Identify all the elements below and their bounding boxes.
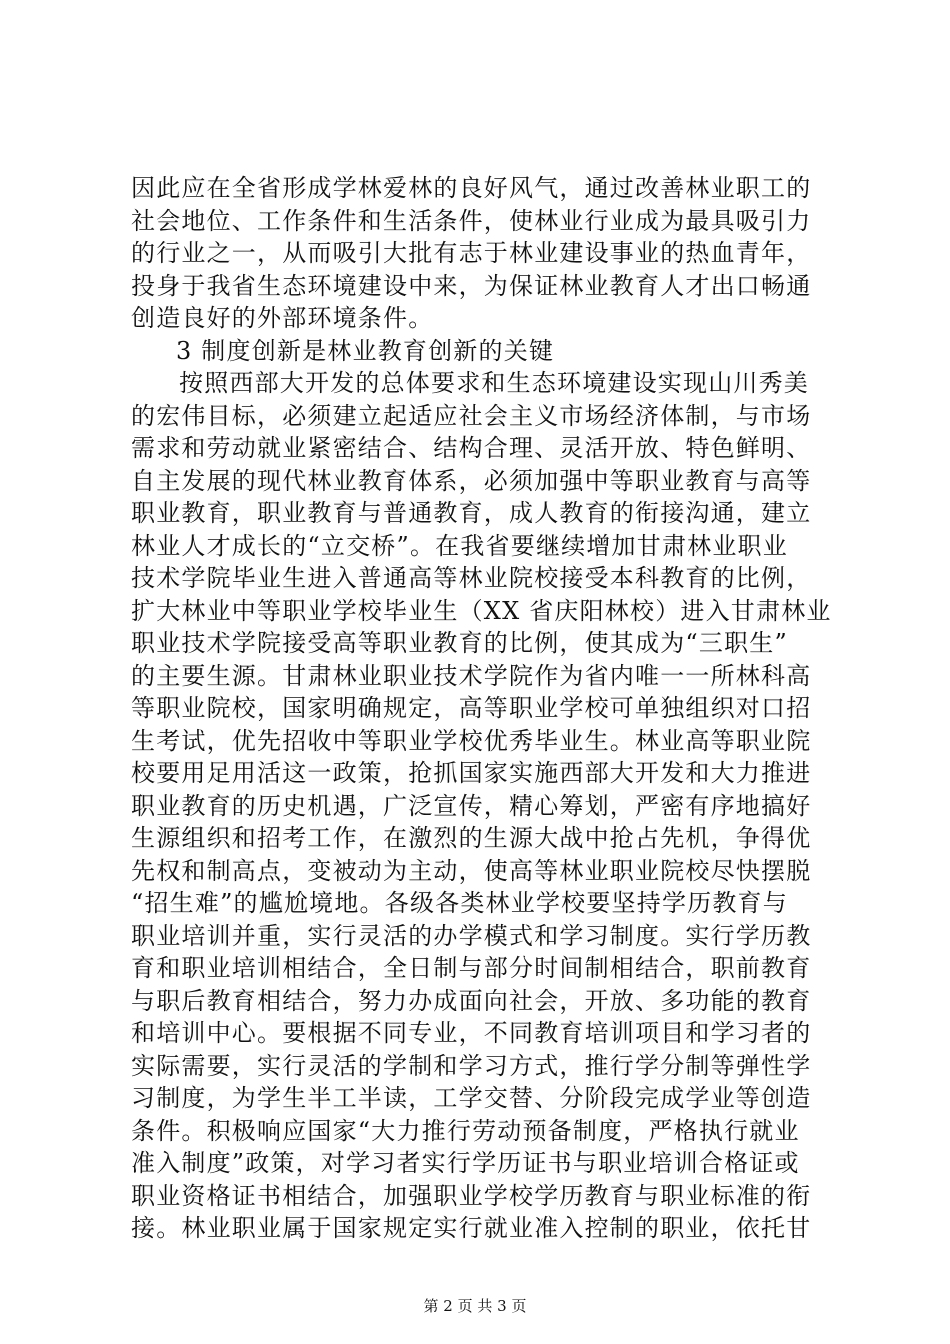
text-line: 接。林业职业属于国家规定实行就业准入控制的职业，依托甘: [131, 1214, 812, 1242]
text-line: 职业教育的历史机遇，广泛宣传，精心筹划，严密有序地搞好: [131, 791, 812, 820]
text-line: 职业资格证书相结合，加强职业学校学历教育与职业标准的衔: [131, 1181, 812, 1210]
text-line: 等职业院校，国家明确规定，高等职业学校可单独组织对口招: [131, 694, 812, 722]
text-line: 生源组织和招考工作，在激烈的生源大战中抢占先机，争得优: [131, 824, 812, 852]
text-line: 职业教育，职业教育与普通教育，成人教育的衔接沟通，建立: [131, 499, 812, 527]
text-line: 先权和制高点，变被动为主动，使高等林业职业院校尽快摆脱: [131, 856, 812, 885]
text-line: 条件。积极响应国家“大力推行劳动预备制度，严格执行就业: [131, 1116, 800, 1145]
text-line: 实际需要，实行灵活的学制和学习方式，推行学分制等弹性学: [131, 1051, 812, 1080]
text-line: 投身于我省生态环境建设中来，为保证林业教育人才出口畅通: [131, 271, 812, 300]
text-line: “招生难”的尴尬境地。各级各类林业学校要坚持学历教育与: [131, 889, 788, 917]
text-line: 需求和劳动就业紧密结合、结构合理、灵活开放、特色鲜明、: [131, 434, 812, 462]
text-line: 和培训中心。要根据不同专业，不同教育培训项目和学习者的: [131, 1019, 812, 1047]
text-line: 的宏伟目标，必须建立起适应社会主义市场经济体制，与市场: [131, 401, 812, 430]
text-line: 准入制度”政策，对学习者实行学历证书与职业培训合格证或: [131, 1149, 800, 1177]
text-line: 因此应在全省形成学林爱林的良好风气，通过改善林业职工的: [131, 174, 812, 202]
text-line: 扩大林业中等职业学校毕业生（XX 省庆阳林校）进入甘肃林业: [131, 596, 832, 625]
document-body: [131, 172, 832, 1245]
text-line: 自主发展的现代林业教育体系，必须加强中等职业教育与高等: [131, 466, 812, 495]
text-line: 育和职业培训相结合，全日制与部分时间制相结合，职前教育: [131, 954, 812, 982]
text-line: 习制度，为学生半工半读，工学交替、分阶段完成学业等创造: [131, 1084, 812, 1112]
text-line: 校要用足用活这一政策，抢抓国家实施西部大开发和大力推进: [131, 759, 812, 787]
text-line: 的行业之一，从而吸引大批有志于林业建设事业的热血青年，: [131, 239, 812, 267]
text-line: 技术学院毕业生进入普通高等林业院校接受本科教育的比例，: [131, 564, 812, 592]
text-line: 按照西部大开发的总体要求和生态环境建设实现山川秀美: [179, 369, 809, 397]
section-heading: 3 制度创新是林业教育创新的关键: [176, 336, 555, 365]
text-line: 的主要生源。甘肃林业职业技术学院作为省内唯一一所林科高: [131, 661, 812, 690]
page-number-label: 第 2 页 共 3 页: [423, 1297, 527, 1315]
page-footer: [0, 1296, 950, 1316]
text-line: 创造良好的外部环境条件。: [131, 304, 434, 332]
text-line: 社会地位、工作条件和生活条件，使林业行业成为最具吸引力: [131, 206, 812, 235]
text-line: 生考试，优先招收中等职业学校优秀毕业生。林业高等职业院: [131, 726, 812, 755]
text-line: 林业人才成长的“立交桥”。在我省要继续增加甘肃林业职业: [131, 531, 788, 560]
text-line: 职业培训并重，实行灵活的办学模式和学习制度。实行学历教: [131, 921, 812, 950]
text-line: 职业技术学院接受高等职业教育的比例，使其成为“三职生”: [131, 629, 788, 657]
text-line: 与职后教育相结合，努力办成面向社会，开放、多功能的教育: [131, 986, 812, 1015]
